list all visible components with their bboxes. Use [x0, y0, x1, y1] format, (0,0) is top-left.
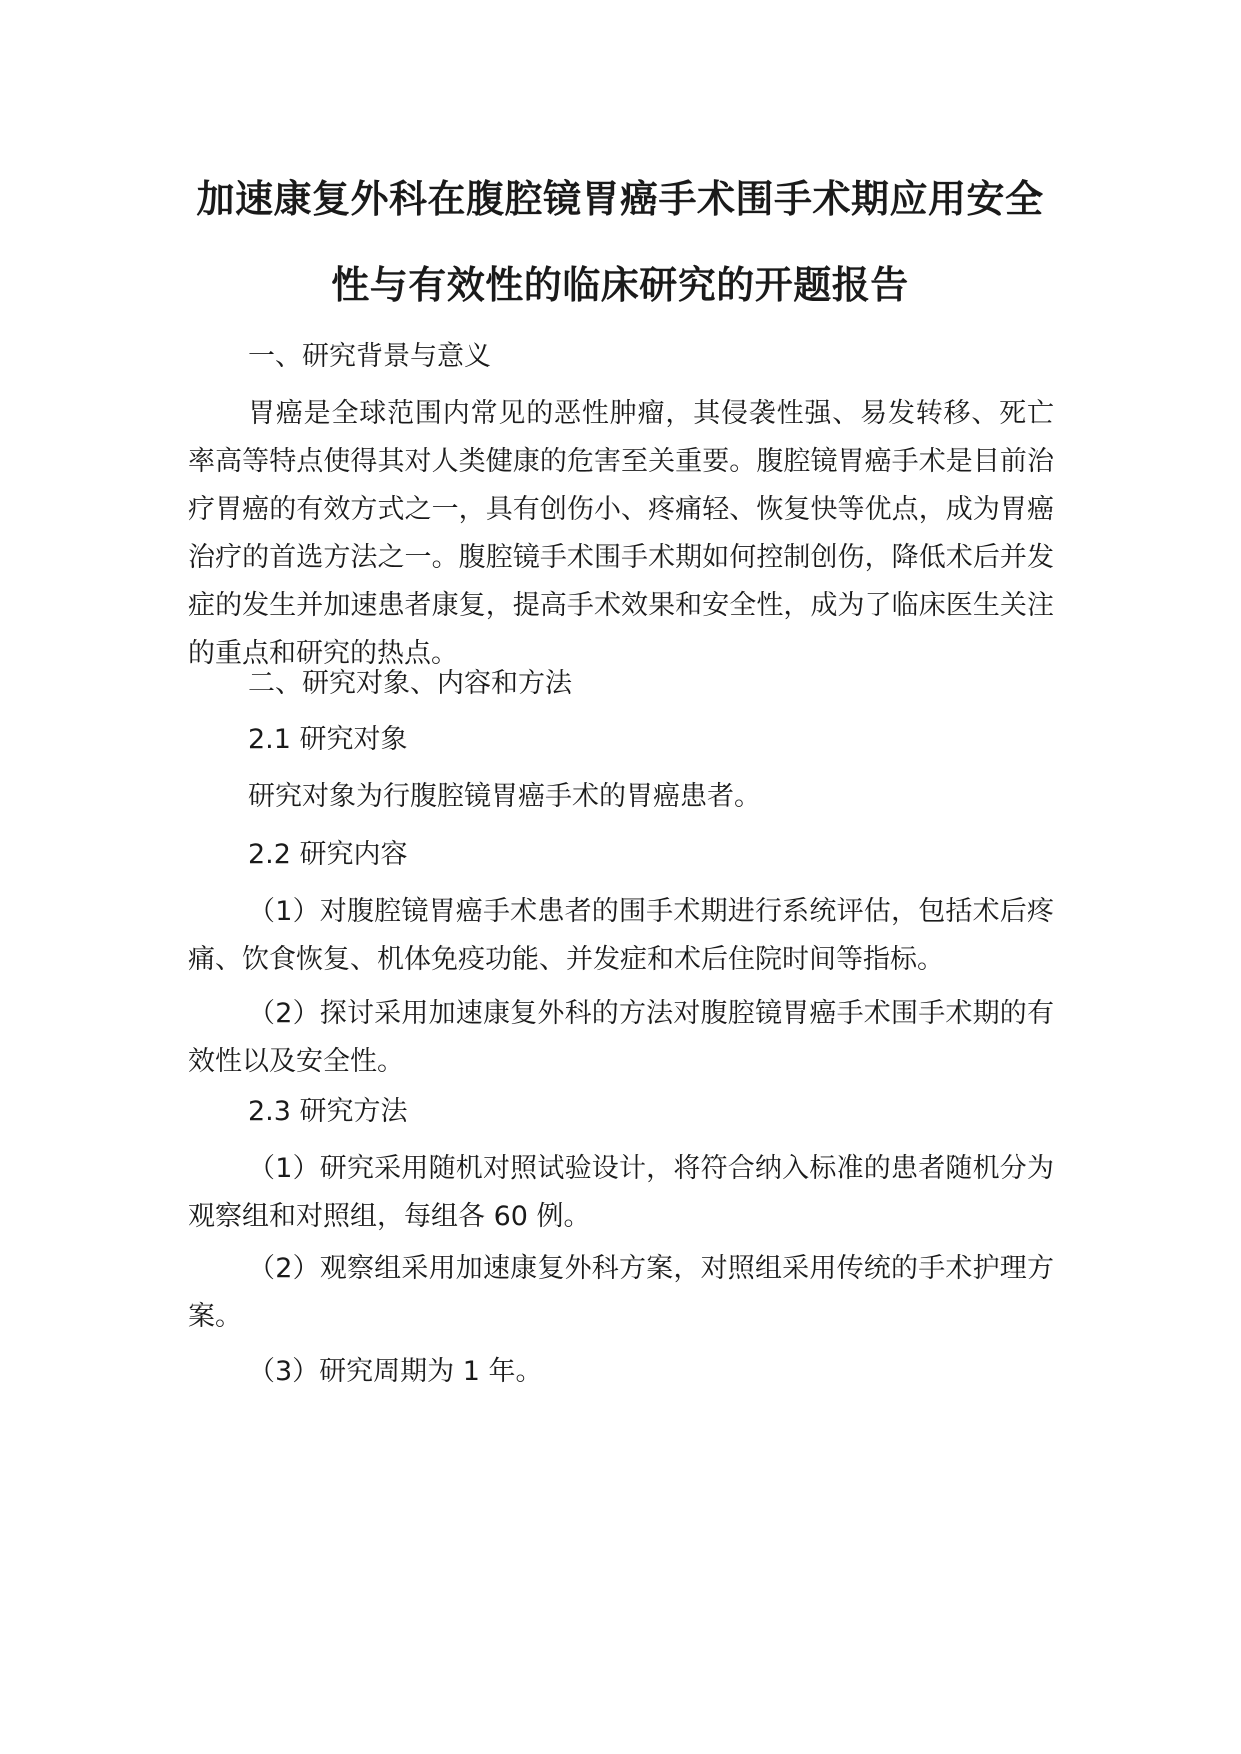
section-2-2-item-2: （2）探讨采用加速康复外科的方法对腹腔镜胃癌手术围手术期的有效性以及安全性。	[188, 998, 1054, 1077]
section-2-3-item-2: （2）观察组采用加速康复外科方案，对照组采用传统的手术护理方案。	[188, 1253, 1054, 1332]
document-title-line-2: 性与有效性的临床研究的开题报告	[331, 263, 909, 307]
section-1-heading: 一、研究背景与意义	[248, 341, 491, 372]
section-2-heading: 二、研究对象、内容和方法	[248, 668, 572, 699]
section-2-1-paragraph: 研究对象为行腹腔镜胃癌手术的胃癌患者。	[248, 781, 761, 812]
section-2-3-item-3: （3）研究周期为 1 年。	[248, 1356, 543, 1387]
section-2-2-heading: 2.2 研究内容	[248, 839, 408, 870]
section-2-3-item-1: （1）研究采用随机对照试验设计，将符合纳入标准的患者随机分为观察组和对照组，每组各 60 例。	[188, 1153, 1054, 1232]
section-1-paragraph: 胃癌是全球范围内常见的恶性肿瘤，其侵袭性强、易发转移、死亡率高等特点使得其对人类健康的危害至关重要。腹腔镜胃癌手术是目前治疗胃癌的有效方式之一，具有创伤小、疼痛轻、恢复快等优点，成为胃癌治疗的首选方法之一。腹腔镜手术围手术期如何控制创伤，降低术后并发症的发生并加速患者康复，提高手术效果和安全性，成为了临床医生关注的重点和研究的热点。	[188, 398, 1054, 669]
section-2-1-heading: 2.1 研究对象	[248, 724, 408, 755]
section-2-2-item-1: （1）对腹腔镜胃癌手术患者的围手术期进行系统评估，包括术后疼痛、饮食恢复、机体免疫功能、并发症和术后住院时间等指标。	[188, 896, 1054, 975]
document-title-line-1: 加速康复外科在腹腔镜胃癌手术围手术期应用安全	[196, 177, 1044, 221]
section-2-3-heading: 2.3 研究方法	[248, 1096, 408, 1127]
